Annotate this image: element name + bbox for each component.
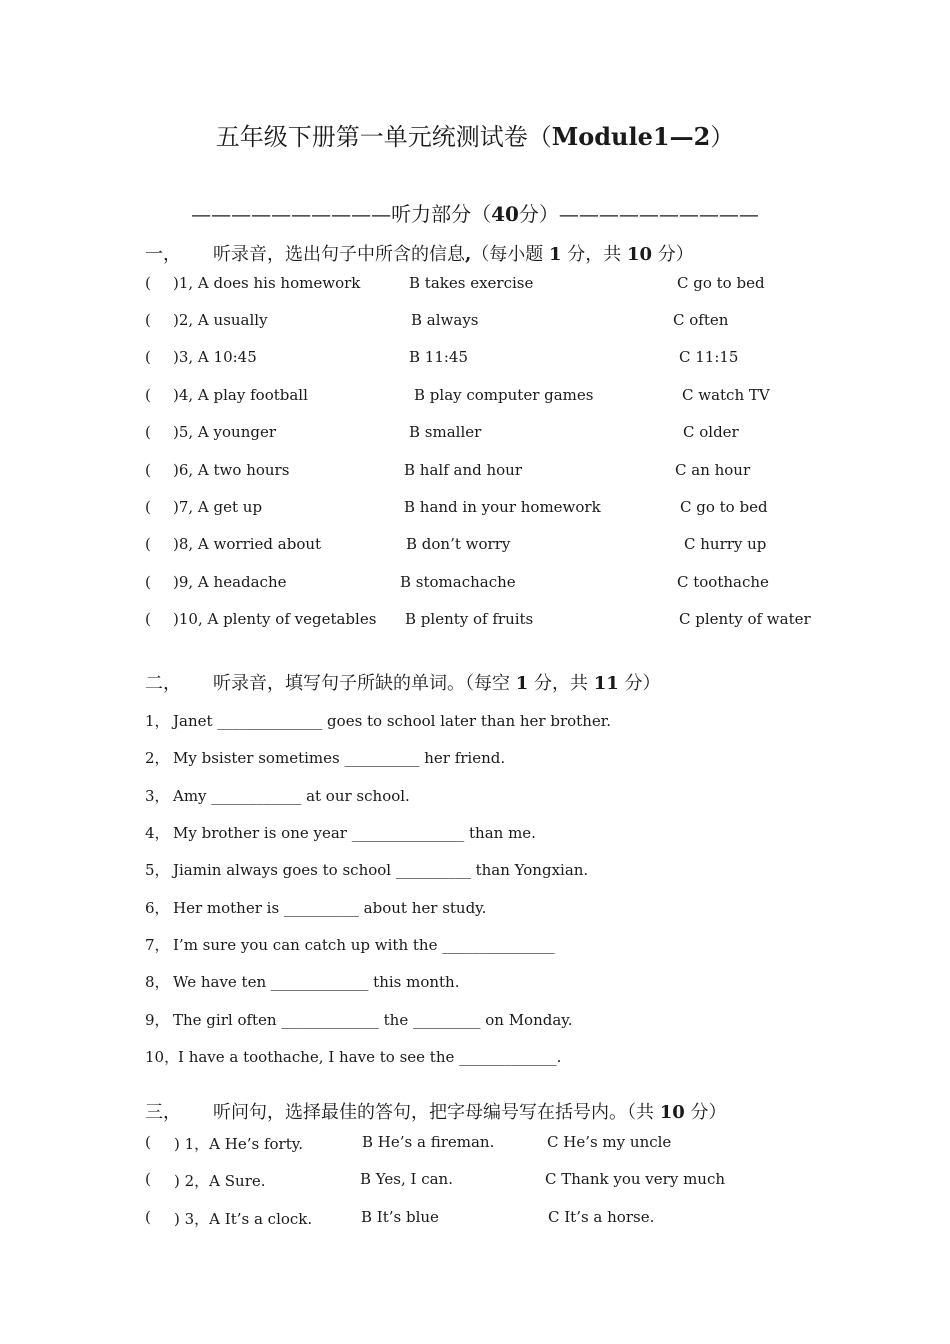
item-number: 1， [145,712,170,730]
option-b: B 11:45 [409,348,469,366]
option-c: C an hour [675,461,751,479]
option-b: B plenty of fruits [405,610,534,628]
item-number: 4， [145,824,170,842]
fill-in-sentence [145,822,536,843]
option-c: C often [673,311,729,329]
option-c: C older [683,423,739,441]
section3-heading: 三， 听问句，选择最佳的答句，把字母编号写在括号内。（共 10 分） [145,1102,727,1123]
option-b: B smaller [409,423,482,441]
item-number: 5， [145,861,170,879]
option-a: )7, A get up [173,498,263,516]
sentence-text[interactable]: Amy ____________ at our school. [173,787,410,805]
answer-bracket[interactable]: ( [145,461,151,479]
option-c: C go to bed [680,498,768,516]
item-number: 8， [145,973,170,991]
option-a: )1, A does his homework [173,274,361,292]
option-b: B He’s a fireman. [362,1133,495,1151]
option-b: B always [411,311,479,329]
item-number: 2， [145,749,170,767]
fill-in-sentence [145,1009,573,1030]
answer-bracket[interactable]: ( [145,348,151,366]
option-a: )10, A plenty of vegetables [173,610,377,628]
fill-in-sentence [145,971,460,992]
fill-in-sentence [145,747,505,768]
option-b: B Yes, I can. [360,1170,453,1188]
fill-in-sentence [145,710,611,731]
option-c: C toothache [677,573,769,591]
option-c: C Thank you very much [545,1170,726,1188]
option-b: B half and hour [404,461,523,479]
answer-bracket[interactable]: ( [145,535,151,553]
sentence-text[interactable]: My brother is one year _______________ than me. [173,824,536,842]
answer-bracket[interactable]: ( [145,1208,151,1226]
item-number: 9， [145,1011,170,1029]
fill-in-sentence [145,785,410,806]
sentence-text[interactable]: My bsister sometimes __________ her friend. [173,749,506,767]
answer-bracket[interactable]: ( [145,498,151,516]
option-c: C 11:15 [679,348,739,366]
header-rule-right: —————————— [558,202,759,226]
item-number: 10， [145,1048,180,1066]
sentence-text[interactable]: I have a toothache, I have to see the _____________. [178,1048,562,1066]
item-number: 7， [145,936,170,954]
header-rule-left: —————————— [191,202,392,226]
option-b: B takes exercise [409,274,534,292]
option-c: C plenty of water [679,610,811,628]
option-c: C hurry up [684,535,767,553]
answer-bracket[interactable]: ( [145,1170,151,1188]
option-a: )4, A play football [173,386,308,404]
option-c: C It’s a horse. [548,1208,655,1226]
fill-in-sentence [145,859,588,880]
option-b: B It’s blue [361,1208,439,1226]
answer-bracket[interactable]: ( [145,311,151,329]
option-a: ) 1，A He’s forty. [174,1135,303,1153]
section1-heading: 一， 听录音，选出句子中所含的信息,（每小题 1 分，共 10 分） [145,244,694,265]
option-c: C He’s my uncle [547,1133,672,1151]
title-module: Module1—2 [551,122,711,151]
option-b: B don’t worry [406,535,511,553]
option-a: ) 3，A It’s a clock. [174,1210,313,1228]
sentence-text[interactable]: Her mother is __________ about her study. [173,899,487,917]
option-a: )6, A two hours [173,461,290,479]
sentence-text[interactable]: We have ten _____________ this month. [173,973,460,991]
option-a: )3, A 10:45 [173,348,257,366]
option-b: B play computer games [414,386,594,404]
option-c: C watch TV [682,386,770,404]
page-title: 五年级下册第一单元统测试卷（Module1—2） [215,122,735,151]
option-a: )8, A worried about [173,535,322,553]
answer-bracket[interactable]: ( [145,573,151,591]
answer-bracket[interactable]: ( [145,423,151,441]
option-a: )2, A usually [173,311,268,329]
answer-bracket[interactable]: ( [145,386,151,404]
answer-bracket[interactable]: ( [145,274,151,292]
fill-in-sentence [145,934,555,955]
answer-bracket[interactable]: ( [145,610,151,628]
item-number: 3， [145,787,170,805]
fill-in-sentence [145,897,486,918]
option-c: C go to bed [677,274,765,292]
sentence-text[interactable]: I’m sure you can catch up with the _______________ [173,936,555,954]
answer-bracket[interactable]: ( [145,1133,151,1151]
option-a: )9, A headache [173,573,287,591]
option-a: )5, A younger [173,423,277,441]
sentence-text[interactable]: Janet ______________ goes to school later than her brother. [173,712,612,730]
option-b: B stomachache [400,573,516,591]
option-b: B hand in your homework [404,498,601,516]
listening-part-header: ——————————听力部分（40分）—————————— [191,202,759,226]
section2-heading: 二， 听录音，填写句子所缺的单词。（每空 1 分，共 11 分） [145,673,661,694]
option-a: ) 2，A Sure. [174,1172,266,1190]
sentence-text[interactable]: Jiamin always goes to school __________ than Yongxian. [173,861,589,879]
item-number: 6， [145,899,170,917]
fill-in-sentence [145,1046,561,1067]
sentence-text[interactable]: The girl often _____________ the _________ on Monday. [173,1011,573,1029]
